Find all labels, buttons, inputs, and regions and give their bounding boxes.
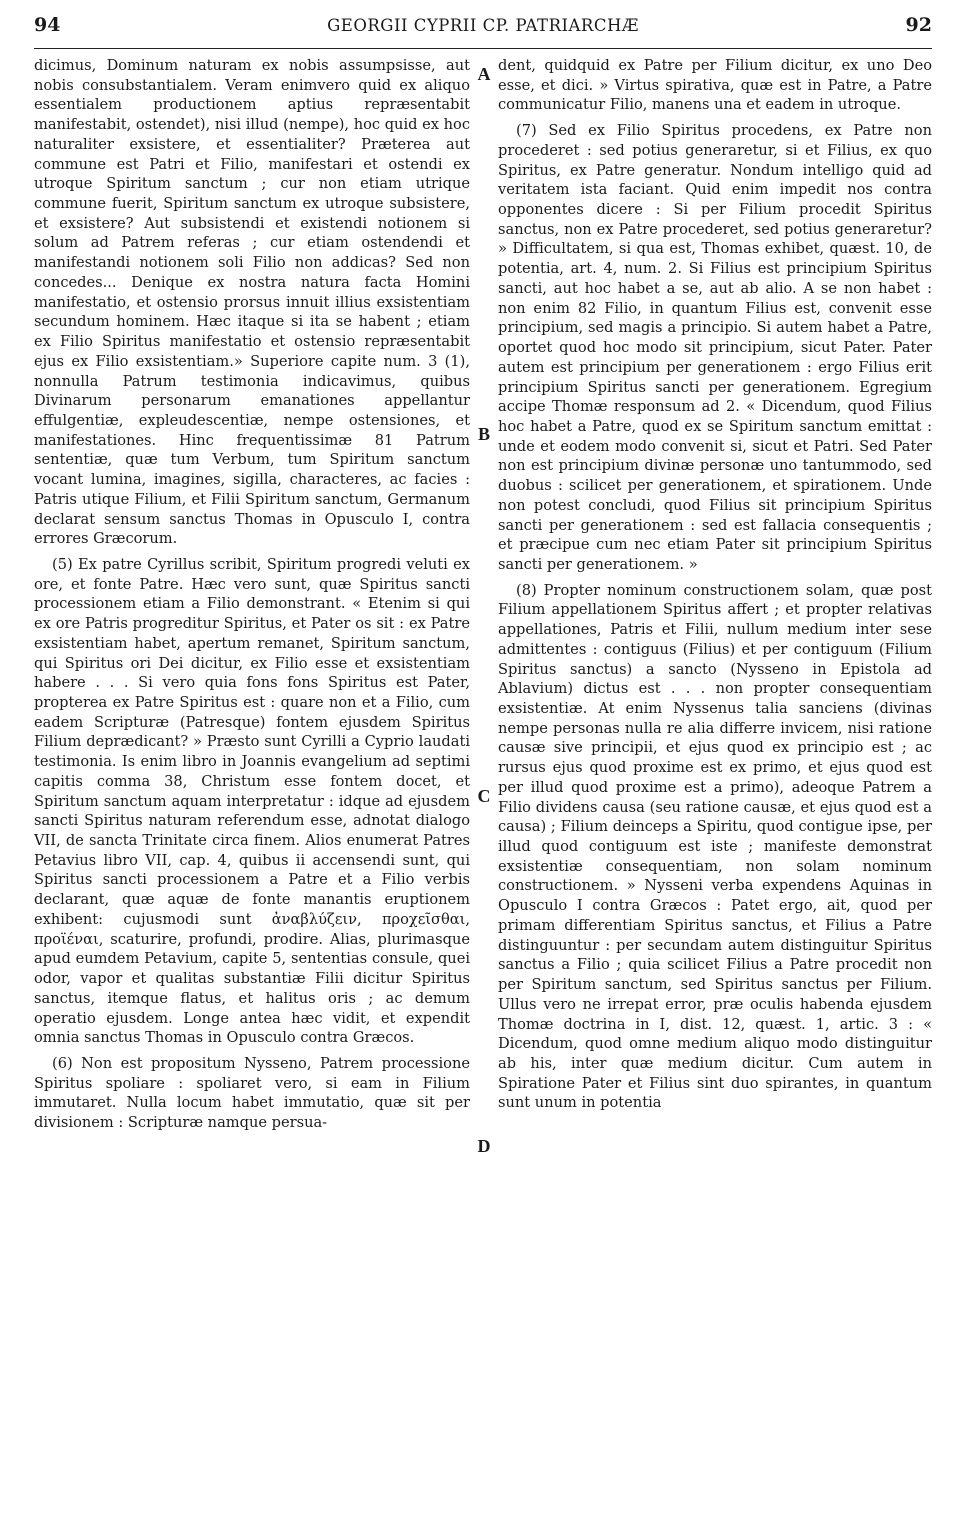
paragraph-continuation-right: dent, quidquid ex Patre per Filium dicitur, ex uno Deo esse, et dici. » Virtus spirativa, quæ est in Patre, a Patre communicatur Filio, manens una et eadem in utroque. <box>498 57 932 114</box>
note-7: (7) Sed ex Filio Spiritus procedens, ex Patre non procederet : sed potius generaretur, si et Filius, ex quo Spiritus, ex Patre generatur. Nondum intelligo quid ad veritatem ista faciant. Quid enim impedit nos contra opponentes dicere : Si per Filium procedit Spiritus sanctus, non ex Patre procederet, sed potius generaretur? » Difficultatem, si qua est, Thomas exhibet, quæst. 10, de potentia, art. 4, num. 2. Si Filius est principium Spiritus sancti, aut hoc habet a se, aut ab alio. A se non habet : non enim 82 Filio, in quantum Filius est, convenit esse principium, sed magis a principio. Si autem habet a Patre, oportet quod hoc modo sit principium, sicut Pater. Pater autem est principium per generationem : ergo Filius erit principium Spiritus sancti per generationem. Egregium accipe Thomæ responsum ad 2. « Dicendum, quod Filius hoc habet a Patre, quod ex se Spiritum sanctum emittat : unde et eodem modo convenit si, sicut et Patri. Sed Pater non est principium divinæ personæ uno tantummodo, sed duobus : scilicet per generationem, et spirationem. Unde non potest concludi, quod Filius sit principium Spiritus sancti per generationem : sed est fallacia consequentis ; et præcipue cum nec etiam Pater sit principium Spiritus sancti per generationem. » <box>498 122 932 573</box>
right-column <box>498 56 932 1526</box>
paragraph-continuation: dicimus, Dominum naturam ex nobis assumpsisse, aut nobis consubstantialem. Veram enimvero quid ex aliquo essentialem productionem aptius repræsentabit manifestabit, ostendet), nisi illud (nempe), hoc quid ex hoc naturaliter exsistere, et essentialiter? Præterea aut commune est Patri et Filio, manifestari et ostendi ex utroque Spiritum sanctum ; cur non etiam utrique commune fuerit, Spiritum sanctum ex utroque subsistere, et exsistere? Aut subsistendi et existendi notionem si solum ad Patrem referas ; cur etiam ostendendi et manifestandi notionem soli Filio non addicas? Sed non concedes... Denique ex nostra natura facta Homini manifestatio, et ostensio prorsus innuit illius exsistentiam secundum hominem. Hæc itaque si ita se habent ; etiam ex Filio Spiritus manifestatio et ostensio repræsentabit ejus ex Filio exsistentiam.» Superiore capite num. 3 (1), nonnulla Patrum testimonia indicavimus, quibus Divinarum personarum emanationes appellantur effulgentiæ, expleudescentiæ, nempe ostensiones, et manifestationes. Hinc frequentissimæ 81 Patrum sententiæ, quæ tum Verbum, tum Spiritum sanctum vocant lumina, imagines, sigilla, characteres, ac facies : Patris utique Filium, et Filii Spiritum sanctum, Germanum declarat sensum sanctus Thomas in Opusculo I, contra errores Græcorum. <box>34 57 470 548</box>
note-6: (6) Non est propositum Nysseno, Patrem processione Spiritus spoliare : spoliaret vero, si eam in Filium immutaret. Nulla locum habet immutatio, quæ sit per divisionem : Scripturæ namque persua- <box>34 1054 470 1132</box>
margin-marker-c: C <box>477 786 491 806</box>
note-5: (5) Ex patre Cyrillus scribit, Spiritum progredi veluti ex ore, et fonte Patre. Hæc vero sunt, quæ Spiritus sancti processionem etiam a Filio demonstrant. « Etenim si qui ex ore Patris progreditur Spiritus, et Pater os sit : ex Patre exsistentiam habet, apertum remanet, Spiritum sanctum, qui Spiritus ori Dei dicitur, ex Filio esse et exsistentiam habere . . . Si vero quia fons fons Spiritus est Pater, propterea ex Patre Spiritus est : quare non et a Filio, cum eadem Scripturæ (Patresque) fontem ejusdem Spiritus Filium deprædicant? » Præsto sunt Cyrilli a Cyprio laudati testimonia. Is enim libro in Joannis evangelium ad septimi capitis comma 38, Christum esse fontem docet, et Spiritum sanctum aquam interpretatur : idque ad ejusdem sancti Spiritus naturam referendum esse, adnotat dialogo VII, de sancta Trinitate circa finem. Alios enumerat Patres Petavius libro VII, cap. 4, quibus ii accensendi sunt, qui Spiritus sancti processionem a Patre et a Filio verbis declarant, quæ aquæ de fonte manantis eruptionem exhibent: cujusmodi sunt ἀναβλύζειν, προχεῖσθαι, προϊέναι, scaturire, profundi, prodire. Alias, plurimasque apud eumdem Petavium, capite 5, sententias consule, quei odor, vapor et qualitas substantiæ Filii dicitur Spiritus sanctus, itemque flatus, et halitus oris ; ac demum operatio ejusdem. Longe antea hæc vidit, et expendit omnia sanctus Thomas in Opusculo contra Græcos. <box>34 555 470 1047</box>
margin-marker-a: A <box>477 64 491 84</box>
note-8: (8) Propter nominum constructionem solam, quæ post Filium appellationem Spiritus affert ; et propter relativas appellationes, Patris et Filii, nullum medium inter sese admittentes : contiguus (Filius) et per contiguum (Filium Spiritus sanctus) a sancto (Nysseno in Epistola ad Ablavium) dictus est . . . non propter consequentiam exsistentiæ. At enim Nyssenus talia sanciens (divinas nempe personas nulla re alia differre invicem, nisi ratione causæ sive principii, et ejus quod ex principio est ; ac rursus ejus quod proxime est ex primo, et ejus quod est per illud quod proxime est a primo), adeoque Patrem a Filio dividens causa (seu ratione causæ, et ejus quod est a causa) ; Filium deinceps a Spiritu, quod contigue ipse, per illud quod contiguum est iste ; manifeste demonstrat exsistentiæ consequentiam, non solam nominum constructionem. » Nysseni verba expendens Aquinas in Opusculo I contra Græcos : Patet ergo, ait, quod per primam differentiam Spiritus sanctus, et Filius a Patre distinguuntur : per secundam autem distinguitur Spiritus sanctus a Filio ; quia scilicet Filius a Patre procedit non per Spiritum sanctum, sed Spiritus sanctus per Filium. Ullus vero ne irrepat error, præ oculis habenda ejusdem Thomæ doctrina in I, dist. 12, quæst. 1, artic. 3 : « Dicendum, quod omne medium aliquo modo distinguitur ab his, inter quæ medium dicitur. Cum autem in Spiratione Pater et Filius sint duo spirantes, in quantum sunt unum in potentia <box>498 581 932 1112</box>
margin-marker-b: B <box>477 424 490 444</box>
running-title: GEORGII CYPRII CP. PATRIARCHÆ <box>327 16 639 35</box>
margin-marker-d: D <box>477 1136 491 1156</box>
running-header <box>34 8 932 49</box>
page-number-right: 92 <box>905 14 932 36</box>
left-column <box>34 56 470 1526</box>
page-number-left: 94 <box>34 14 61 36</box>
